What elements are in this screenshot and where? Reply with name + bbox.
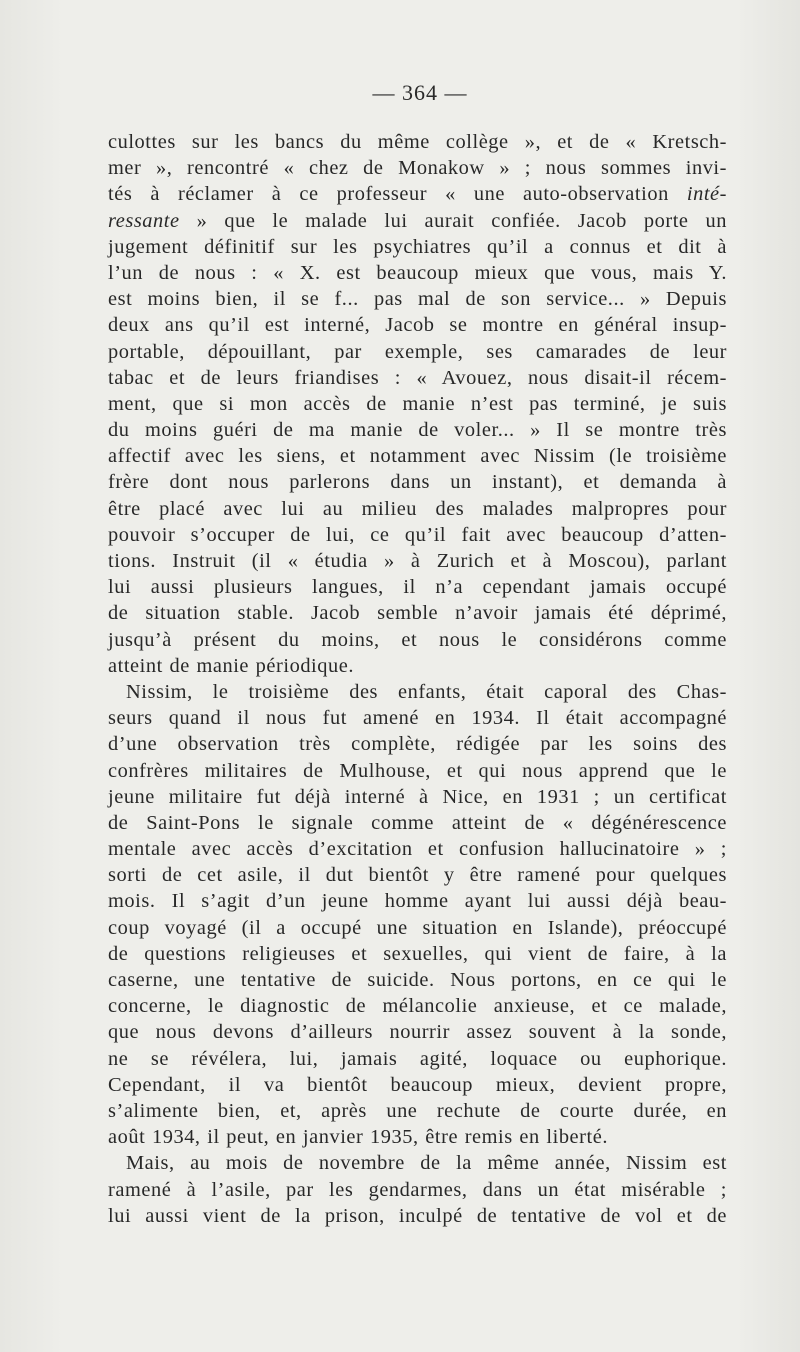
- text-line: deux ans qu’il est interné, Jacob se montre en général insup-: [108, 314, 727, 337]
- text-line: jugement définitif sur les psychiatres qu’il a connus et dit à: [108, 235, 727, 258]
- text-line: de Saint-Pons le signale comme atteint de « dégénérescence: [108, 811, 727, 834]
- text-line: du moins guéri de ma manie de voler... » Il se montre très: [108, 419, 727, 442]
- text-line: lui aussi plusieurs langues, il n’a cependant jamais occupé: [108, 576, 727, 599]
- text-line: tions. Instruit (il « étudia » à Zurich et à Moscou), parlant: [108, 550, 727, 572]
- text-line: mois. Il s’agit d’un jeune homme ayant lui aussi déjà beau-: [108, 890, 727, 913]
- text-line: Mais, au mois de novembre de la même année, Nissim est: [126, 1152, 727, 1175]
- text-line: Nissim, le troisième des enfants, était caporal des Chas-: [126, 680, 727, 703]
- text-line: de questions religieuses et sexuelles, qui vient de faire, à la: [108, 942, 727, 965]
- italic-text: inté-: [686, 183, 727, 206]
- text-line: caserne, une tentative de suicide. Nous portons, en ce qui le: [108, 969, 727, 991]
- text-line: tabac et de leurs friandises : « Avouez, nous disait-il récem-: [108, 366, 727, 389]
- page-number: — 364 —: [372, 80, 468, 105]
- text-line: ramené à l’asile, par les gendarmes, dans un état misérable ;: [108, 1178, 727, 1201]
- text-segment: » que le malade lui aurait confiée. Jacob porte un: [179, 209, 727, 232]
- text-line: être placé avec lui au milieu des malades malpropres pour: [108, 497, 727, 520]
- text-line: de situation stable. Jacob semble n’avoir jamais été déprimé,: [108, 602, 727, 625]
- text-line: atteint de manie périodique.: [108, 654, 355, 677]
- text-line: affectif avec les siens, et notamment avec Nissim (le troisième: [108, 445, 727, 468]
- text-line: portable, dépouillant, par exemple, ses camarades de leur: [108, 340, 727, 363]
- text-line: [108, 208, 727, 234]
- text-line: jusqu’à présent du moins, et nous le considérons comme: [108, 628, 727, 651]
- text-line: concerne, le diagnostic de mélancolie anxieuse, et ce malade,: [108, 995, 727, 1018]
- text-line: s’alimente bien, et, après une rechute de courte durée, en: [108, 1099, 727, 1122]
- text-line: mer », rencontré « chez de Monakow » ; nous sommes invi-: [108, 157, 727, 180]
- text-line: [108, 181, 727, 207]
- text-segment: tés à réclamer à ce professeur « une auto-observation: [108, 183, 687, 206]
- text-line: coup voyagé (il a occupé une situation en Islande), préoccupé: [108, 916, 727, 939]
- text-line: culottes sur les bancs du même collège », et de « Kretsch-: [108, 131, 727, 153]
- text-line: d’une observation très complète, rédigée par les soins des: [108, 733, 727, 756]
- text-line: est moins bien, il se f... pas mal de son service... » Depuis: [108, 288, 727, 311]
- text-line: mentale avec accès d’excitation et confusion hallucinatoire » ;: [108, 838, 727, 861]
- text-line: ment, que si mon accès de manie n’est pas terminé, je suis: [108, 392, 727, 415]
- text-line: que nous devons d’ailleurs nourrir assez souvent à la sonde,: [108, 1021, 727, 1044]
- text-line: seurs quand il nous fut amené en 1934. Il était accompagné: [108, 707, 727, 730]
- text-line: jeune militaire fut déjà interné à Nice, en 1931 ; un certificat: [108, 785, 727, 808]
- text-line: l’un de nous : « X. est beaucoup mieux que vous, mais Y.: [108, 261, 727, 284]
- text-line: août 1934, il peut, en janvier 1935, être remis en liberté.: [108, 1126, 608, 1149]
- body-text: [108, 129, 727, 1229]
- text-line: lui aussi vient de la prison, inculpé de tentative de vol et de: [108, 1204, 727, 1227]
- text-line: frère dont nous parlerons dans un instant), et demanda à: [108, 471, 727, 494]
- text-line: ne se révélera, lui, jamais agité, loquace ou euphorique.: [108, 1047, 727, 1070]
- text-line: pouvoir s’occuper de lui, ce qu’il fait avec beaucoup d’atten-: [108, 523, 727, 546]
- italic-text: ressante: [108, 209, 180, 232]
- text-line: sorti de cet asile, il dut bientôt y être ramené pour quelques: [108, 864, 727, 887]
- text-line: Cependant, il va bientôt beaucoup mieux, devient propre,: [108, 1073, 727, 1096]
- text-line: confrères militaires de Mulhouse, et qui nous apprend que le: [108, 759, 727, 782]
